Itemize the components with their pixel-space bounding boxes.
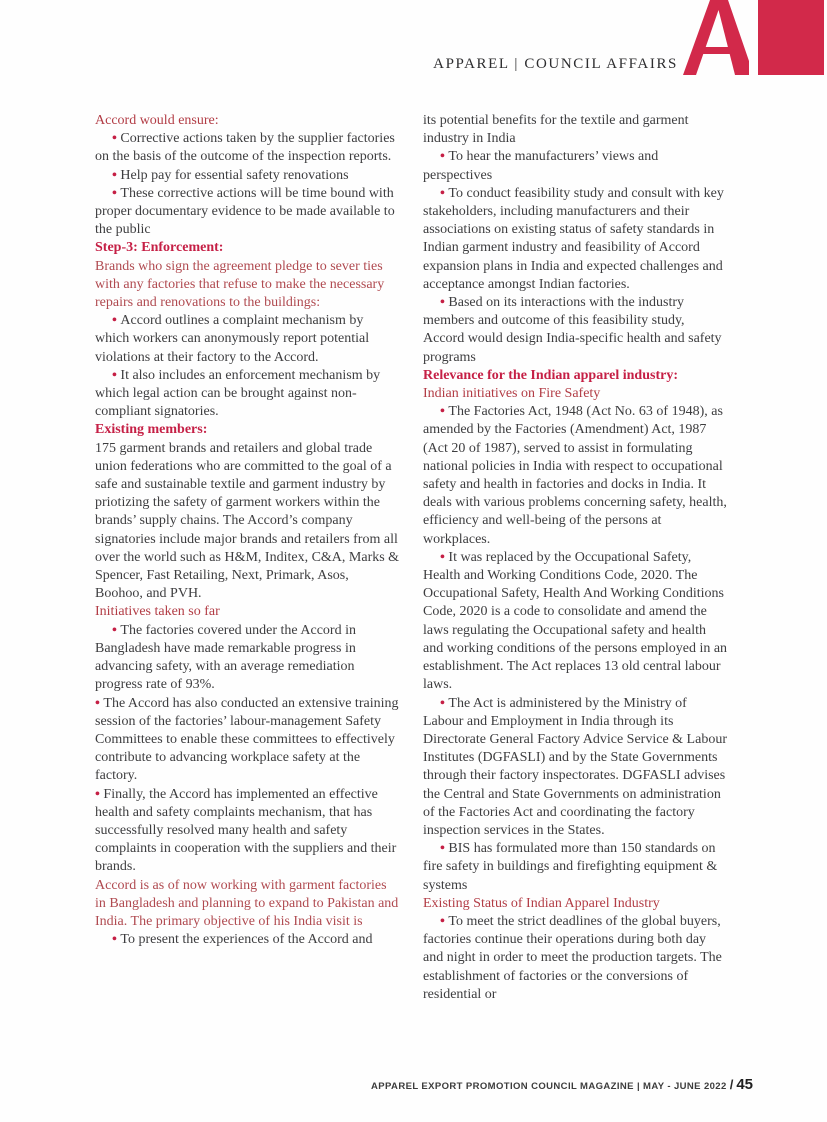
paragraph: • It was replaced by the Occupational Safety, Health and Working Conditions Code, 2020. The Occupational Safety, Health And Working Conditions Code, 2020 is a code to consolidate and amend the laws regulating the Occupational safety and health and working conditions of the persons employed in an establishment. The Act replaces 13 old central labour laws. xyxy=(423,549,728,693)
section-breadcrumb: APPAREL | COUNCIL AFFAIRS xyxy=(433,56,678,72)
paragraph: • Based on its interactions with the industry members and outcome of this feasibility study, Accord would design India-specific health and safety programs xyxy=(423,295,722,365)
section-heading: Relevance for the Indian apparel industry: xyxy=(423,367,678,383)
logo-red-block xyxy=(758,0,824,75)
bullet-icon: • xyxy=(112,367,121,383)
bullet-icon: • xyxy=(112,185,121,201)
bullet-icon: • xyxy=(112,167,121,183)
paragraph: • The Factories Act, 1948 (Act No. 63 of 1948), as amended by the Factories (Amendment) Act, 1987 (Act 20 of 1987), served to assist in formulating national policies in India with respect to occupational safety and health in factories and docks in India. It deals with various problems concerning safety, health, efficiency and well-being of the persons at workplaces. xyxy=(423,404,727,547)
letter-a-icon xyxy=(683,0,749,75)
paragraph: • The Accord has also conducted an extensive training session of the factories’ labour-management Safety Committees to enable these committees to effectively contribute to advancing workplace safety at the factory. xyxy=(95,695,399,784)
paragraph: • To present the experiences of the Accord and xyxy=(112,932,373,948)
footer-separator: / xyxy=(729,1077,734,1092)
section-heading: Initiatives taken so far xyxy=(95,604,220,620)
bullet-icon: • xyxy=(95,695,104,711)
section-heading: Existing members: xyxy=(95,422,208,438)
paragraph: • Accord outlines a complaint mechanism by which workers can anonymously report potential violations at their factory to the Accord. xyxy=(95,313,370,365)
paragraph: • The Act is administered by the Ministry of Labour and Employment in India through its Directorate General Factory Advice Service & Labour Institutes (DGFASLI) and by the State Governments through their factory inspectorates. DGFASLI advises the Central and State Governments on administration of the Factories Act and coordinating the factory inspection services in the States. xyxy=(423,695,727,838)
bullet-icon: • xyxy=(440,404,449,420)
paragraph: • Corrective actions taken by the supplier factories on the basis of the outcome of the inspection reports. xyxy=(95,131,395,165)
paragraph: • The factories covered under the Accord in Bangladesh have made remarkable progress in advancing safety, with an average remediation progress rate of 93%. xyxy=(95,622,356,693)
paragraph: • To meet the strict deadlines of the global buyers, factories continue their operations during both day and night in order to meet the production targets. The establishment of factories or the conversions of residential or xyxy=(423,913,722,1002)
paragraph: • BIS has formulated more than 150 standards on fire safety in buildings and firefighting equipment & systems xyxy=(423,841,718,893)
bullet-icon: • xyxy=(440,549,449,565)
bullet-icon: • xyxy=(112,131,121,147)
paragraph: • To conduct feasibility study and consult with key stakeholders, including manufacturers and their associations on existing status of safety standards in Indian garment industry and feasibility of Accord expansion plans in India and expected challenges and acceptance amongst Indian factories. xyxy=(423,185,724,292)
paragraph: • To hear the manufacturers’ views and perspectives xyxy=(423,149,659,183)
paragraph: Brands who sign the agreement pledge to sever ties with any factories that refuse to make the necessary repairs and renovations to the buildings: xyxy=(95,258,385,311)
paragraph: 175 garment brands and retailers and global trade union federations who are committed to the goal of a safe and sustainable textile and garment industry by priotizing the safety of garment workers within the brands’ supply chains. The Accord’s company signatories include major brands and retailers from all over the world such as H&M, Inditex, C&A, Marks & Spencer, Fast Retailing, Next, Primark, Asos, Boohoo, and PVH. xyxy=(95,440,400,602)
section-heading: Step-3: Enforcement: xyxy=(95,240,224,256)
paragraph: • Finally, the Accord has implemented an effective health and safety complaints mechanism, that has successfully resolved many health and safety complaints in cooperation with the suppliers and their brands. xyxy=(95,786,397,875)
bullet-icon: • xyxy=(112,622,121,638)
paragraph: its potential benefits for the textile and garment industry in India xyxy=(423,113,689,147)
bullet-icon: • xyxy=(440,185,449,201)
section-heading: Indian initiatives on Fire Safety xyxy=(423,386,601,402)
bullet-icon: • xyxy=(112,932,121,948)
section-heading: Existing Status of Indian Apparel Industry xyxy=(423,895,660,911)
right-column xyxy=(423,112,728,1004)
article-body xyxy=(95,112,728,1004)
paragraph: • These corrective actions will be time bound with proper documentary evidence to be made available to the public xyxy=(95,185,395,238)
bullet-icon: • xyxy=(440,695,449,711)
paragraph: • It also includes an enforcement mechanism by which legal action can be brought against non-compliant signatories. xyxy=(95,367,381,420)
bullet-icon: • xyxy=(440,149,449,165)
paragraph: • Help pay for essential safety renovations xyxy=(112,167,349,183)
bullet-icon: • xyxy=(112,313,121,329)
paragraph: Accord is as of now working with garment factories in Bangladesh and planning to expand to Pakistan and India. The primary objective of his India visit is xyxy=(95,877,399,929)
page-footer xyxy=(371,1076,753,1093)
magazine-logo xyxy=(683,0,824,75)
bullet-icon: • xyxy=(440,913,449,929)
bullet-icon: • xyxy=(440,841,449,857)
section-heading: Accord would ensure: xyxy=(95,113,219,128)
left-column xyxy=(95,112,400,1004)
bullet-icon: • xyxy=(95,786,104,802)
footer-magazine-title: APPAREL EXPORT PROMOTION COUNCIL MAGAZINE | MAY - JUNE 2022 xyxy=(371,1081,727,1092)
bullet-icon: • xyxy=(440,295,449,311)
page-number: 45 xyxy=(736,1076,753,1093)
